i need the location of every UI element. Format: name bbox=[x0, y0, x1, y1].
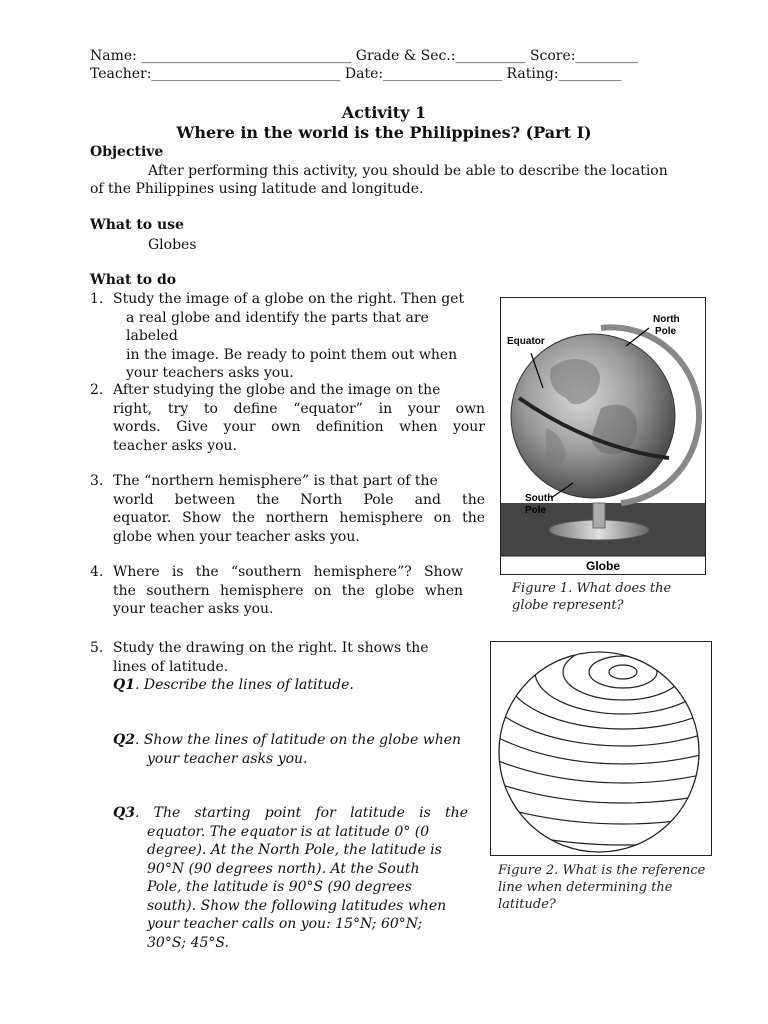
question-q1: Q1. Describe the lines of latitude. bbox=[113, 677, 354, 693]
activity-subtitle: Where in the world is the Philippines? (Part I) bbox=[176, 123, 592, 142]
step-5-text: Study the drawing on the right. It shows the lines of latitude. bbox=[113, 640, 429, 675]
label-north-pole: Pole bbox=[655, 326, 677, 337]
activity-title: Activity 1 bbox=[341, 103, 427, 122]
label-south-pole: Pole bbox=[525, 505, 547, 516]
globe-sphere bbox=[511, 334, 675, 498]
step-number: 1. bbox=[90, 291, 104, 307]
figure-1-globe bbox=[500, 297, 706, 575]
step-number: 5. bbox=[90, 640, 104, 656]
label-equator: Equator bbox=[507, 336, 545, 347]
header-line-2: Teacher:___________________________ Date:_________________ Rating:_________ bbox=[90, 66, 622, 82]
objective-heading: Objective bbox=[90, 144, 164, 160]
figure-2-caption-line-1: Figure 2. What is the reference bbox=[498, 863, 706, 878]
figure-2-caption-line-3: latitude? bbox=[498, 897, 556, 912]
step-number: 4. bbox=[90, 564, 104, 580]
header-line-1: Name: ______________________________ Grade & Sec.:__________ Score:_________ bbox=[90, 48, 639, 64]
label-south: South bbox=[525, 493, 554, 504]
question-q2: Q2. Show the lines of latitude on the globe when your teacher asks you. bbox=[113, 732, 462, 767]
question-label: Q2 bbox=[113, 732, 135, 748]
what-to-do-heading: What to do bbox=[90, 272, 177, 288]
step-3-text: The “northern hemisphere” is that part of the world between the North Pole and the equator. Show the northern hemisphere on the globe when your teacher asks you. bbox=[113, 473, 485, 545]
globe-stand bbox=[593, 503, 605, 528]
figure-2-caption-line-2: line when determining the bbox=[498, 880, 673, 895]
what-to-use-heading: What to use bbox=[90, 217, 184, 233]
question-q3: Q3. The starting point for latitude is the equator. The equator is at latitude 0° (0 degree). At the North Pole, the latitude is 90°N (90 degrees north). At the South Pole, the latitude is 90°S (90 degrees south). Show the following latitudes when your teacher calls on you: 15°N; 60°N; 30°S; 45°S. bbox=[113, 805, 468, 951]
step-1-text: Study the image of a globe on the right. Then get a real globe and identify the parts that are labeled in the image. Be ready to point them out when your teachers asks you. bbox=[113, 291, 465, 381]
objective-text-line-2: of the Philippines using latitude and longitude. bbox=[90, 181, 424, 197]
question-label: Q3 bbox=[113, 805, 135, 821]
label-north: North bbox=[653, 314, 680, 325]
figure-2-latitude bbox=[490, 641, 712, 856]
step-2-text: After studying the globe and the image on the right, try to define “equator” in your own words. Give your own definition when your teacher asks you. bbox=[113, 382, 485, 454]
globe-caption-bar: Globe bbox=[585, 559, 621, 573]
step-number: 2. bbox=[90, 382, 104, 398]
latitude-drawing bbox=[491, 642, 711, 855]
question-label: Q1 bbox=[113, 677, 135, 693]
globe-photo bbox=[501, 298, 705, 574]
step-4-text: Where is the “southern hemisphere”? Show the southern hemisphere on the globe when your teacher asks you. bbox=[113, 564, 463, 617]
objective-text-line-1: After performing this activity, you should be able to describe the location bbox=[148, 163, 668, 179]
step-number: 3. bbox=[90, 473, 104, 489]
what-to-use-item: Globes bbox=[148, 237, 197, 253]
figure-1-caption-line-2: globe represent? bbox=[512, 598, 624, 613]
figure-1-caption-line-1: Figure 1. What does the bbox=[512, 581, 672, 596]
